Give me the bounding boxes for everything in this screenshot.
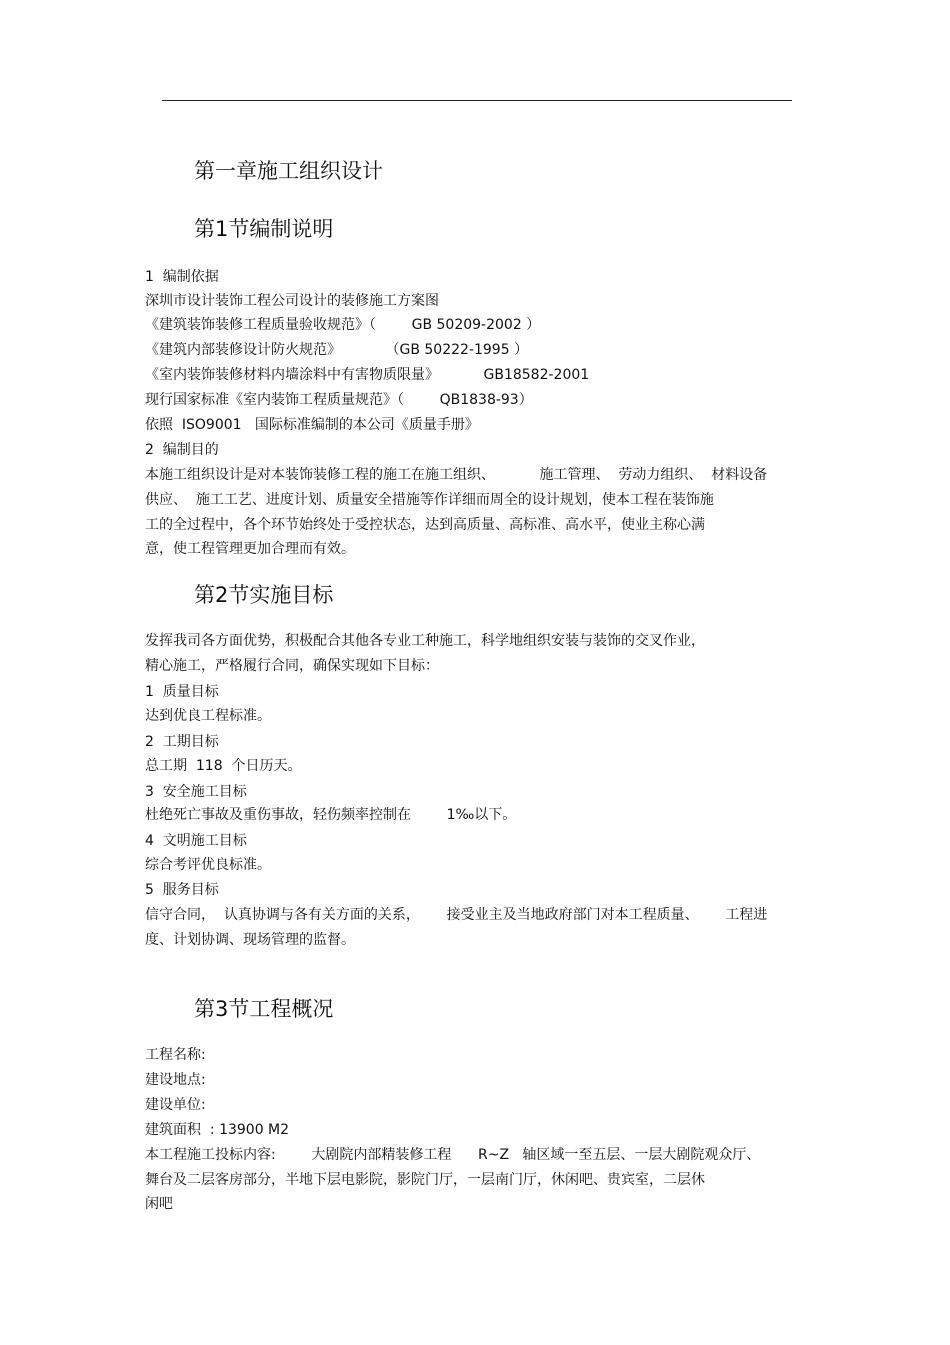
- text-line: 5 服务目标: [145, 882, 219, 898]
- text-line: 度、计划协调、现场管理的监督。: [145, 932, 355, 948]
- text-line: 工的全过程中，各个环节始终处于受控状态，达到高质量、高标准、高水平，使业主称心满: [145, 517, 705, 533]
- text-line: 本施工组织设计是对本装饰装修工程的施工在施工组织、 施工管理、 劳动力组织、 材料设备: [145, 467, 768, 483]
- text-line: 达到优良工程标准。: [145, 708, 271, 724]
- text-line: 2 工期目标: [145, 734, 219, 750]
- text-line: 依照 ISO9001 国际标准编制的本公司《质量手册》: [145, 417, 479, 433]
- text-line: 建设单位:: [145, 1097, 206, 1113]
- text-line: 发挥我司各方面优势，积极配合其他各专业工种施工，科学地组织安装与装饰的交叉作业，: [145, 633, 705, 649]
- text-line: 深圳市设计装饰工程公司设计的装修施工方案图: [145, 293, 439, 309]
- text-line: 现行国家标准《室内装饰工程质量规范》（ QB1838-93）: [145, 392, 533, 408]
- text-line: 综合考评优良标准。: [145, 857, 271, 873]
- section-title: 第3节工程概况: [194, 997, 334, 1021]
- text-line: 《建筑内部装修设计防火规范》 （GB 50222-1995 ）: [145, 342, 529, 358]
- text-line: 1 质量目标: [145, 684, 219, 700]
- text-line: 闲吧: [145, 1196, 173, 1212]
- text-line: 总工期 118 个日历天。: [145, 758, 302, 774]
- text-line: 杜绝死亡事故及重伤事故，轻伤频率控制在 1‰以下。: [145, 807, 517, 823]
- text-line: 建设地点:: [145, 1072, 206, 1088]
- text-line: 《室内装饰装修材料内墙涂料中有害物质限量》 GB18582-2001: [145, 367, 590, 383]
- text-line: 舞台及二层客房部分，半地下层电影院，影院门厅，一层南门厅，休闲吧、贵宾室，二层休: [145, 1172, 705, 1188]
- text-line: 4 文明施工目标: [145, 833, 247, 849]
- text-line: 3 安全施工目标: [145, 784, 247, 800]
- text-line: 精心施工，严格履行合同，确保实现如下目标：: [145, 658, 439, 674]
- text-line: 工程名称:: [145, 1047, 206, 1063]
- text-line: 《建筑装饰装修工程质量验收规范》（ GB 50209-2002 ）: [145, 317, 541, 333]
- section-title: 第1节编制说明: [194, 217, 334, 241]
- text-line: 1 编制依据: [145, 269, 219, 285]
- text-line: 本工程施工投标内容: 大剧院内部精装修工程 R~Z 轴区域一至五层、一层大剧院观众厅、: [145, 1147, 761, 1163]
- header-rule: [162, 100, 792, 101]
- text-line: 2 编制目的: [145, 442, 219, 458]
- chapter-title: 第一章施工组织设计: [194, 159, 383, 183]
- text-line: 供应、 施工工艺、进度计划、质量安全措施等作详细而周全的设计规划，使本工程在装饰施: [145, 492, 714, 508]
- section-title: 第2节实施目标: [194, 583, 334, 607]
- text-line: 信守合同， 认真协调与各有关方面的关系， 接受业主及当地政府部门对本工程质量、 工程进: [145, 907, 768, 923]
- text-line: 意，使工程管理更加合理而有效。: [145, 541, 355, 557]
- text-line: 建筑面积 : 13900 M2: [145, 1122, 290, 1138]
